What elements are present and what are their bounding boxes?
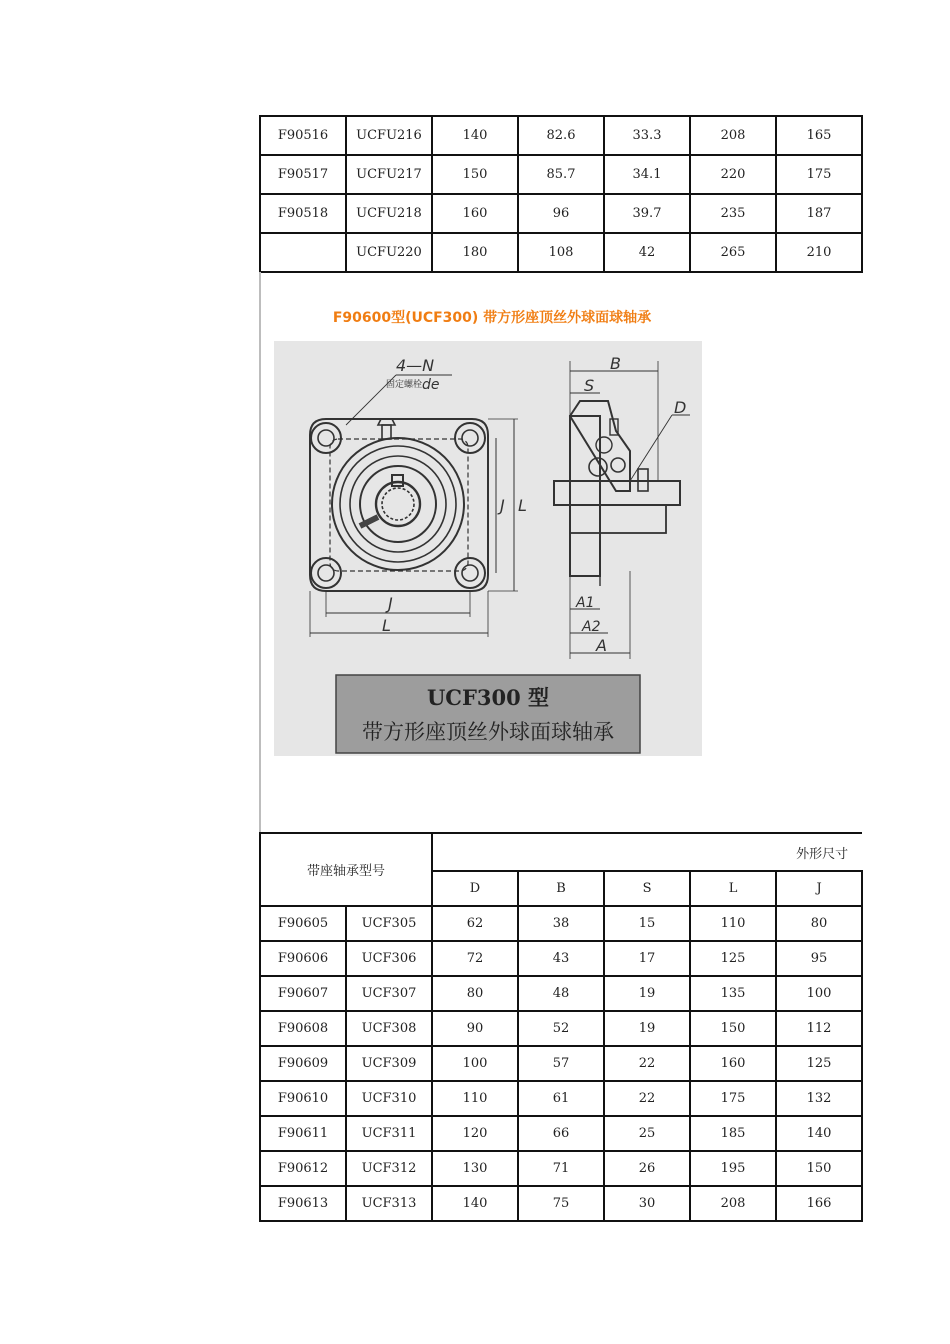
drawing-svg <box>274 341 702 756</box>
table-cell: 165 <box>776 116 862 155</box>
label-J: J <box>388 594 393 613</box>
table-row <box>260 1011 862 1046</box>
table-cell: 96 <box>518 194 604 233</box>
table-cell: 52 <box>518 1011 604 1046</box>
column-header: D <box>432 871 518 906</box>
section-title: F90600型(UCF300) 带方形座顶丝外球面球轴承 <box>332 310 652 326</box>
table-cell: UCF307 <box>346 976 432 1011</box>
caption-line-2: 带方形座顶丝外球面球轴承 <box>362 720 614 744</box>
label-S: S <box>584 376 595 395</box>
table-cell: 22 <box>604 1046 690 1081</box>
label-A: A <box>596 636 607 655</box>
table-cell: 25 <box>604 1116 690 1151</box>
table-cell: 187 <box>776 194 862 233</box>
caption-line-1: UCF300 型 <box>426 685 550 710</box>
table-cell: UCFU216 <box>346 116 432 155</box>
table-cell: 80 <box>776 906 862 941</box>
left-border-rule <box>259 272 261 834</box>
table-cell: 100 <box>776 976 862 1011</box>
table-cell: 66 <box>518 1116 604 1151</box>
table-cell: 185 <box>690 1116 776 1151</box>
table-cell: 26 <box>604 1151 690 1186</box>
table-cell: 208 <box>690 1186 776 1221</box>
table-cell: UCF308 <box>346 1011 432 1046</box>
table-cell: 125 <box>776 1046 862 1081</box>
top-spec-table <box>259 115 863 273</box>
table-cell: UCF313 <box>346 1186 432 1221</box>
ucf300-spec-table <box>259 832 863 1222</box>
table-cell: 22 <box>604 1081 690 1116</box>
table-cell: 72 <box>432 941 518 976</box>
table-cell: F90613 <box>260 1186 346 1221</box>
table-cell: 235 <box>690 194 776 233</box>
table-cell: 62 <box>432 906 518 941</box>
table-cell: 95 <box>776 941 862 976</box>
group-header: 带座轴承型号 <box>260 833 432 906</box>
label-B: B <box>610 354 621 373</box>
table-cell: 85.7 <box>518 155 604 194</box>
table-cell: UCF311 <box>346 1116 432 1151</box>
table-row <box>260 1046 862 1081</box>
table-cell: 175 <box>776 155 862 194</box>
table-row <box>260 1151 862 1186</box>
table-cell: 265 <box>690 233 776 272</box>
table-row <box>260 116 862 155</box>
table-cell: UCFU218 <box>346 194 432 233</box>
table-cell: 150 <box>432 155 518 194</box>
column-header: S <box>604 871 690 906</box>
table-cell: 160 <box>432 194 518 233</box>
label-L: L <box>382 616 391 635</box>
column-header: L <box>690 871 776 906</box>
table-row <box>260 233 862 272</box>
table-cell: F90607 <box>260 976 346 1011</box>
table-cell: 42 <box>604 233 690 272</box>
table-cell: F90611 <box>260 1116 346 1151</box>
table-cell: F90612 <box>260 1151 346 1186</box>
table-row <box>260 941 862 976</box>
table-cell: 160 <box>690 1046 776 1081</box>
column-header: J <box>776 871 862 906</box>
table-cell: 75 <box>518 1186 604 1221</box>
table-row <box>260 194 862 233</box>
label-bolt: 4—N <box>396 356 435 375</box>
table-cell: 195 <box>690 1151 776 1186</box>
table-cell: UCFU217 <box>346 155 432 194</box>
table-row <box>260 976 862 1011</box>
table-row <box>260 155 862 194</box>
bearing-technical-drawing <box>274 341 702 756</box>
table-header-row <box>260 833 862 871</box>
table-cell: 82.6 <box>518 116 604 155</box>
table-cell: 61 <box>518 1081 604 1116</box>
table-cell: 71 <box>518 1151 604 1186</box>
table-cell: F90609 <box>260 1046 346 1081</box>
table-cell: 210 <box>776 233 862 272</box>
table-cell: 140 <box>776 1116 862 1151</box>
table-cell: 90 <box>432 1011 518 1046</box>
table-cell: 33.3 <box>604 116 690 155</box>
table-cell: 220 <box>690 155 776 194</box>
table-cell: 110 <box>432 1081 518 1116</box>
table-cell: 140 <box>432 1186 518 1221</box>
table-cell: 57 <box>518 1046 604 1081</box>
table-cell: 140 <box>432 116 518 155</box>
figure-caption-box <box>336 675 640 753</box>
table-cell: 180 <box>432 233 518 272</box>
front-view <box>310 375 518 637</box>
table-cell <box>260 233 346 272</box>
table-cell: 130 <box>432 1151 518 1186</box>
table-cell: UCFU220 <box>346 233 432 272</box>
table-cell: 43 <box>518 941 604 976</box>
label-A2: A2 <box>582 619 601 635</box>
table-cell: 48 <box>518 976 604 1011</box>
label-J-side: J <box>500 496 505 515</box>
dims-header: 外形尺寸 <box>432 833 862 871</box>
table-cell: UCF305 <box>346 906 432 941</box>
side-view <box>554 361 690 659</box>
table-cell: 125 <box>690 941 776 976</box>
table-cell: F90517 <box>260 155 346 194</box>
table-cell: 135 <box>690 976 776 1011</box>
table-cell: 150 <box>690 1011 776 1046</box>
column-header: B <box>518 871 604 906</box>
label-A1: A1 <box>576 595 595 611</box>
table-cell: 15 <box>604 906 690 941</box>
table-cell: 112 <box>776 1011 862 1046</box>
label-bolt-de: de <box>422 377 440 393</box>
table-cell: UCF312 <box>346 1151 432 1186</box>
table-cell: 110 <box>690 906 776 941</box>
label-bolt-sub: 固定螺栓 <box>386 380 423 390</box>
table-cell: F90605 <box>260 906 346 941</box>
table-cell: 38 <box>518 906 604 941</box>
table-row <box>260 1116 862 1151</box>
table-cell: F90608 <box>260 1011 346 1046</box>
table-cell: F90610 <box>260 1081 346 1116</box>
table-cell: 30 <box>604 1186 690 1221</box>
table-cell: 208 <box>690 116 776 155</box>
label-D: D <box>674 398 687 417</box>
table-row <box>260 1186 862 1221</box>
table-cell: F90516 <box>260 116 346 155</box>
table-cell: 100 <box>432 1046 518 1081</box>
table-cell: 175 <box>690 1081 776 1116</box>
table-cell: 166 <box>776 1186 862 1221</box>
table-cell: 132 <box>776 1081 862 1116</box>
table-cell: 19 <box>604 976 690 1011</box>
table-row <box>260 906 862 941</box>
table-cell: UCF309 <box>346 1046 432 1081</box>
table-cell: UCF310 <box>346 1081 432 1116</box>
table-cell: 19 <box>604 1011 690 1046</box>
table-cell: 17 <box>604 941 690 976</box>
table-cell: 39.7 <box>604 194 690 233</box>
table-cell: UCF306 <box>346 941 432 976</box>
table-cell: F90518 <box>260 194 346 233</box>
table-cell: 80 <box>432 976 518 1011</box>
table-cell: F90606 <box>260 941 346 976</box>
table-cell: 120 <box>432 1116 518 1151</box>
table-row <box>260 1081 862 1116</box>
label-L-side: L <box>518 496 527 515</box>
table-cell: 108 <box>518 233 604 272</box>
table-cell: 150 <box>776 1151 862 1186</box>
table-cell: 34.1 <box>604 155 690 194</box>
